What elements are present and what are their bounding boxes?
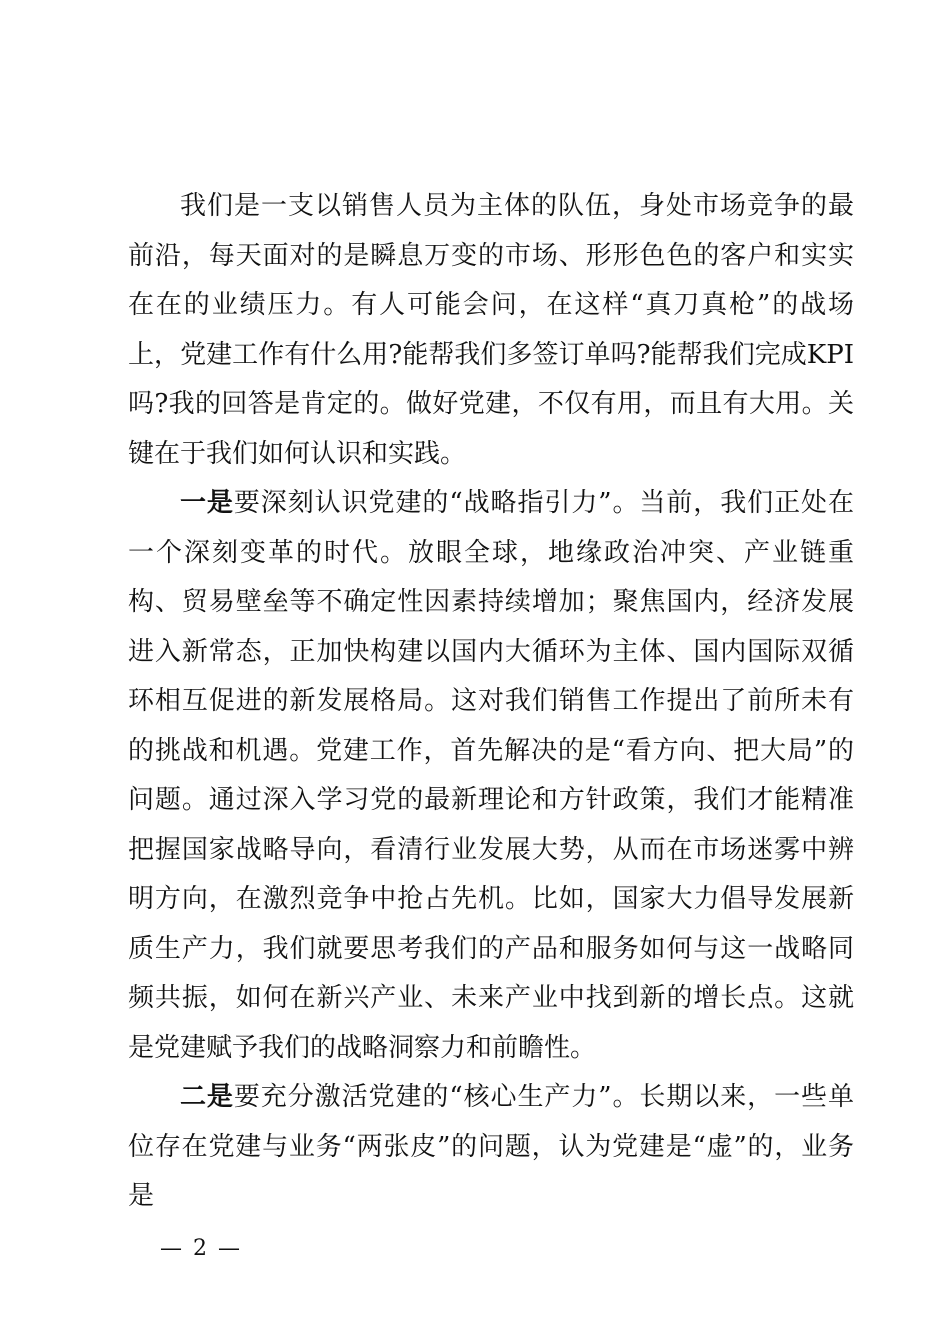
paragraph-1: [128, 182, 854, 479]
page-number: — 2 —: [160, 1236, 242, 1261]
paragraph-2: [128, 479, 854, 1073]
paragraph-3-text: 要充分激活党建的“核心生产力”。长期以来，一些单位存在党建与业务“两张皮”的问题，认为党建是“虚”的，业务是: [128, 1082, 854, 1211]
paragraph-3: [128, 1073, 854, 1222]
paragraph-1-text: 我们是一支以销售人员为主体的队伍，身处市场竞争的最前沿，每天面对的是瞬息万变的市场、形形色色的客户和实实在在的业绩压力。有人可能会问，在这样“真刀真枪”的战场上，党建工作有什么用?能帮我们多签订单吗?能帮我们完成KPI吗?我的回答是肯定的。做好党建，不仅有用，而且有大用。关键在于我们如何认识和实践。: [128, 191, 854, 469]
body-text: [128, 182, 854, 1222]
paragraph-2-text: 要深刻认识党建的“战略指引力”。当前，我们正处在一个深刻变革的时代。放眼全球，地缘政治冲突、产业链重构、贸易壁垒等不确定性因素持续增加；聚焦国内，经济发展进入新常态，正加快构建以国内大循环为主体、国内国际双循环相互促进的新发展格局。这对我们销售工作提出了前所未有的挑战和机遇。党建工作，首先解决的是“看方向、把大局”的问题。通过深入学习党的最新理论和方针政策，我们才能精准把握国家战略导向，看清行业发展大势，从而在市场迷雾中辨明方向，在激烈竞争中抢占先机。比如，国家大力倡导发展新质生产力，我们就要思考我们的产品和服务如何与这一战略同频共振，如何在新兴产业、未来产业中找到新的增长点。这就是党建赋予我们的战略洞察力和前瞻性。: [128, 488, 854, 1063]
paragraph-2-lead: 一是: [180, 488, 234, 518]
paragraph-3-lead: 二是: [180, 1082, 234, 1112]
